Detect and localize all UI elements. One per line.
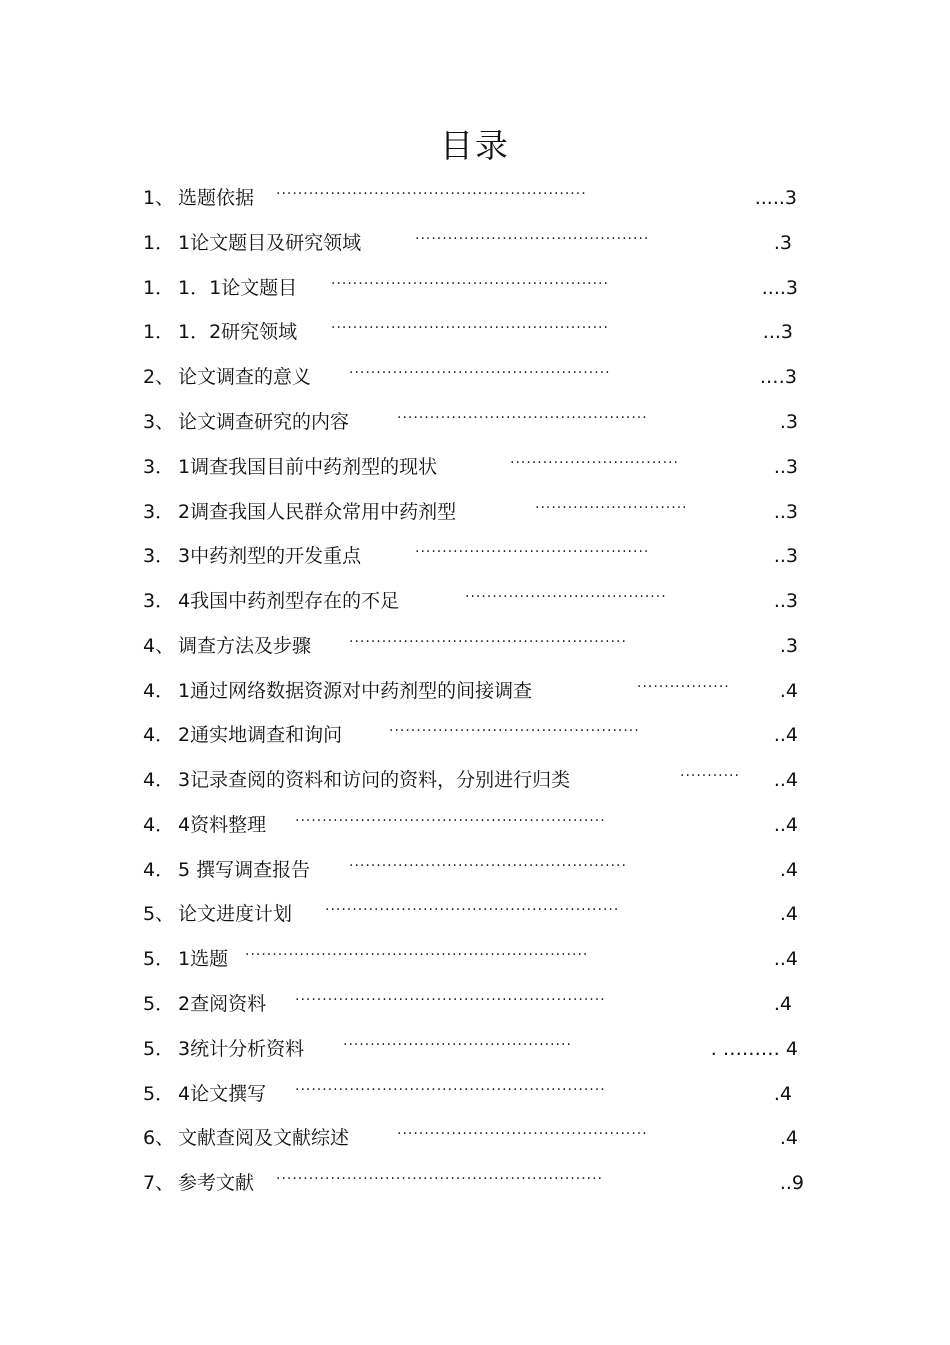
toc-entry-page: ..4: [773, 948, 798, 970]
toc-entry-number: 4．: [143, 859, 175, 881]
toc-entry-page: .4: [779, 1127, 798, 1149]
toc-entry-number: 3．: [143, 545, 175, 567]
toc-entry-page: .4: [779, 859, 798, 881]
toc-entry: [143, 676, 798, 706]
toc-entry-number: 1．: [143, 277, 175, 299]
toc-leader-dots: ·······························: [510, 455, 679, 471]
toc-entry-number: 5．: [143, 948, 175, 970]
toc-entry-label: 文献查阅及文献综述: [178, 1127, 350, 1149]
toc-entry-number: 5．: [143, 1038, 175, 1060]
toc-leader-dots: ···················································: [331, 320, 609, 336]
toc-entry-number: 4．: [143, 814, 175, 836]
toc-leader-dots: ····························: [535, 500, 688, 516]
toc-entry-label: 2调查我国人民群众常用中药剂型: [178, 501, 457, 523]
toc-entry-label: 论文调查的意义: [178, 366, 312, 388]
toc-entry-page: .4: [773, 993, 792, 1015]
toc-entry: [143, 1123, 798, 1153]
toc-entry: [143, 586, 798, 616]
toc-entry-number: 5、: [143, 903, 175, 925]
toc-leader-dots: ···················································: [349, 634, 627, 650]
toc-entry-label: 3中药剂型的开发重点: [178, 545, 362, 567]
toc-entry: [143, 765, 798, 795]
toc-entry-number: 4．: [143, 680, 175, 702]
toc-entry-label: 4我国中药剂型存在的不足: [178, 590, 400, 612]
toc-entry-number: 5．: [143, 1083, 175, 1105]
toc-entry-label: 调查方法及步骤: [178, 635, 312, 657]
toc-entry-label: 1调查我国目前中药剂型的现状: [178, 456, 438, 478]
toc-entry-number: 4．: [143, 769, 175, 791]
toc-entry-number: 3．: [143, 456, 175, 478]
toc-entry-number: 5．: [143, 993, 175, 1015]
toc-entry-label: 2通实地调查和询问: [178, 724, 343, 746]
toc-entry: [143, 407, 798, 437]
toc-entry: [143, 944, 798, 974]
toc-leader-dots: ··············································: [397, 1126, 648, 1142]
toc-entry-page: ..3: [773, 545, 798, 567]
toc-entry-page: ..4: [773, 814, 798, 836]
toc-entry-page: ....3: [761, 277, 798, 299]
toc-entry-page: ..9: [779, 1172, 804, 1194]
toc-entry-number: 3．: [143, 590, 175, 612]
toc-entry-page: ..4: [773, 724, 798, 746]
toc-leader-dots: ····························································: [276, 1171, 604, 1187]
toc-entry-page: .3: [779, 411, 798, 433]
toc-leader-dots: ·······························································: [245, 947, 589, 963]
toc-entry: [143, 631, 798, 661]
toc-entry-label: 5 撰写调查报告: [178, 859, 311, 881]
toc-entry-number: 4．: [143, 724, 175, 746]
toc-entry: [143, 228, 792, 258]
toc-entry: [143, 810, 798, 840]
toc-entry: [143, 855, 798, 885]
toc-entry-label: 3记录查阅的资料和访问的资料，分别进行归类: [178, 769, 571, 791]
toc-entry-page: .3: [779, 635, 798, 657]
toc-entry: [143, 989, 792, 1019]
toc-entry-page: ..3: [773, 501, 798, 523]
toc-entry-label: 1论文题目及研究领域: [178, 232, 362, 254]
toc-entry-number: 7、: [143, 1172, 175, 1194]
toc-entry-label: 论文调查研究的内容: [178, 411, 350, 433]
toc-entry-label: 2查阅资料: [178, 993, 267, 1015]
toc-leader-dots: ·························································: [276, 186, 587, 202]
toc-entry-label: 4资料整理: [178, 814, 267, 836]
toc-leader-dots: ··········································: [343, 1037, 572, 1053]
toc-entry: [143, 1079, 792, 1109]
toc-entry-page: .…3: [759, 366, 797, 388]
toc-leader-dots: ···················································: [331, 276, 609, 292]
toc-entry-number: 3、: [143, 411, 175, 433]
toc-entry-number: 2、: [143, 366, 175, 388]
toc-entry-number: 6、: [143, 1127, 175, 1149]
toc-leader-dots: ·························································: [295, 813, 606, 829]
toc-entry-page: .....3: [754, 187, 797, 209]
toc-entry-page: . ……… 4: [710, 1038, 798, 1060]
toc-entry-page: .4: [773, 1083, 792, 1105]
toc-leader-dots: ·················: [637, 679, 730, 695]
toc-entry-page: .4: [779, 680, 798, 702]
toc-entry-page: ..3: [773, 456, 798, 478]
toc-entry-number: 1．: [143, 321, 175, 343]
toc-entry: [143, 362, 797, 392]
toc-entry: [143, 183, 797, 213]
toc-entry-number: 1．: [143, 232, 175, 254]
toc-entry-label: 3统计分析资料: [178, 1038, 305, 1060]
toc-entry-page: ...3: [762, 321, 793, 343]
toc-leader-dots: ···················································: [349, 858, 627, 874]
toc-leader-dots: ···········: [680, 768, 740, 784]
toc-leader-dots: ················································: [349, 365, 611, 381]
toc-entry-page: .4: [779, 903, 798, 925]
toc-entry-label: 1．1论文题目: [178, 277, 298, 299]
toc-entry-page: ..4: [773, 769, 798, 791]
toc-entry: [143, 1168, 804, 1198]
toc-entry-label: 1选题: [178, 948, 229, 970]
toc-entry-number: 4、: [143, 635, 175, 657]
page-title: 目录: [440, 126, 510, 165]
toc-entry: [143, 452, 798, 482]
toc-entry: [143, 1034, 798, 1064]
toc-leader-dots: ······················································: [325, 902, 620, 918]
toc-entry-page: .3: [773, 232, 792, 254]
toc-leader-dots: ··············································: [389, 723, 640, 739]
toc-entry-page: ..3: [773, 590, 798, 612]
toc-leader-dots: ·························································: [295, 992, 606, 1008]
toc-leader-dots: ···········································: [415, 544, 650, 560]
toc-entry: [143, 497, 798, 527]
toc-entry-label: 1通过网络数据资源对中药剂型的间接调查: [178, 680, 533, 702]
toc-entry-number: 1、: [143, 187, 175, 209]
toc-entry-label: 1．2研究领域: [178, 321, 298, 343]
toc-entry-number: 3．: [143, 501, 175, 523]
toc-entry: [143, 720, 798, 750]
toc-entry-label: 4论文撰写: [178, 1083, 267, 1105]
toc-leader-dots: ···········································: [415, 231, 650, 247]
toc-entry-label: 参考文献: [178, 1172, 255, 1194]
toc-entry: [143, 273, 798, 303]
toc-leader-dots: ·························································: [295, 1082, 606, 1098]
toc-entry-label: 论文进度计划: [178, 903, 293, 925]
toc-entry: [143, 541, 798, 571]
toc-leader-dots: ··············································: [397, 410, 648, 426]
toc-leader-dots: ·····································: [465, 589, 667, 605]
toc-entry-label: 选题依据: [178, 187, 255, 209]
toc-entry: [143, 317, 793, 347]
toc-entry: [143, 899, 798, 929]
